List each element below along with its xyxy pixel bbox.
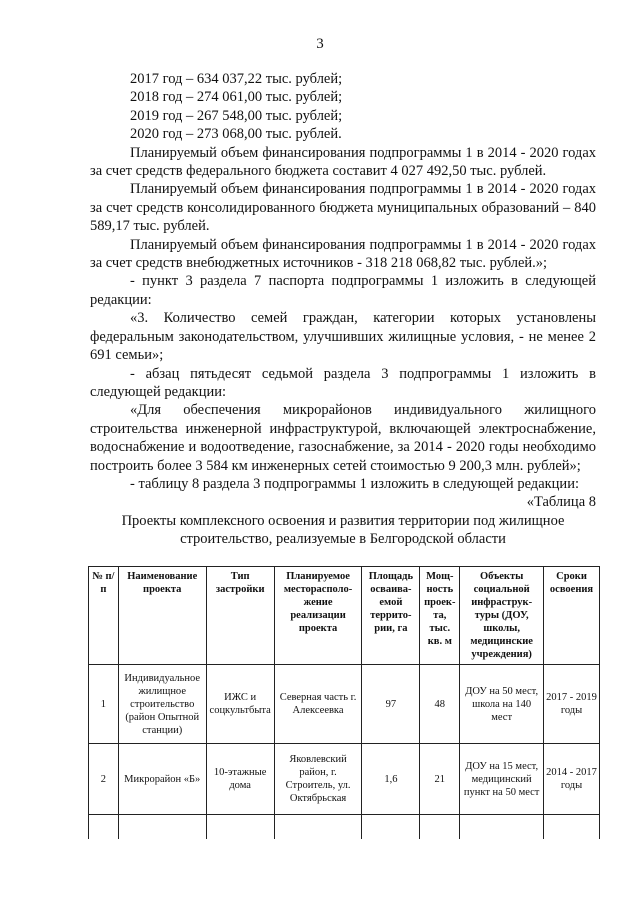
cell-social-infrastructure: ДОУ на 15 мест, медицинский пункт на 50 мест (460, 744, 544, 815)
table-title-line1: Проекты комплексного освоения и развития территории под жилищное (121, 513, 565, 529)
year-2019-line: 2019 год – 267 548,00 тыс. рублей; (130, 107, 343, 124)
cell-location: Северная часть г. Алексеевка (274, 665, 362, 744)
cell-project-name: Микрорайон «Б» (118, 744, 206, 815)
item3-intro: - пункт 3 раздела 7 паспорта подпрограммы 1 изложить в следующей редакции: (90, 273, 596, 308)
page-number: 3 (316, 36, 324, 52)
cell-timeline: 2014 - 2017 годы (544, 744, 600, 815)
header-building-type: Тип застройки (206, 567, 274, 665)
paragraph57-text: «Для обеспечения микрорайонов индивидуального жилищного строительства инженерной инфраструктурой, включающей электроснабжение, водоснабжение и водоотведение, газоснабжение, за 2014 - 2020 годы необходимо построить более 3 584 км инженерных сетей стоимостью 9 200,3 млн. рублей»; (90, 402, 596, 474)
item3-text: «3. Количество семей граждан, категории которых установлены федеральным законодательством, улучшивших жилищные условия, - не менее 2 691 семьи»; (90, 310, 596, 364)
year-2020-line: 2020 год – 273 068,00 тыс. рублей. (130, 126, 342, 143)
table8-label: «Таблица 8 (526, 494, 596, 511)
cell-area: 97 (362, 665, 420, 744)
cell-number: 1 (89, 665, 119, 744)
document-body (90, 70, 596, 512)
header-timeline: Сроки освоения (544, 567, 600, 665)
table8-intro: - таблицу 8 раздела 3 подпрограммы 1 изложить в следующей редакции: (130, 475, 579, 492)
cell-building-type: 10-этажные дома (206, 744, 274, 815)
header-social-infrastructure: Объекты социальной инфраструк-туры (ДОУ, школы, медицинские учреждения) (460, 567, 544, 665)
cell-capacity: 48 (420, 665, 460, 744)
header-location: Планируемое месторасполо-жение реализации проекта (274, 567, 362, 665)
cell-location: Яковлевский район, г. Строитель, ул. Октябрьская (274, 744, 362, 815)
table-header-row (89, 567, 600, 665)
paragraph57-intro: - абзац пятьдесят седьмой раздела 3 подпрограммы 1 изложить в следующей редакции: (90, 365, 596, 400)
year-2017-line: 2017 год – 634 037,22 тыс. рублей; (130, 71, 343, 87)
cell-timeline: 2017 - 2019 годы (544, 665, 600, 744)
year-2018-line: 2018 год – 274 061,00 тыс. рублей; (130, 89, 343, 106)
cell-area: 1,6 (362, 744, 420, 815)
table-title (90, 512, 596, 549)
cell-project-name: Индивидуальное жилищное строительство (район Опытной станции) (118, 665, 206, 744)
cell-capacity: 21 (420, 744, 460, 815)
table-row (89, 744, 600, 815)
header-project-name: Наименование проекта (118, 567, 206, 665)
cell-building-type: ИЖС и соцкультбыта (206, 665, 274, 744)
cell-number: 2 (89, 744, 119, 815)
table-row-continuation (89, 815, 600, 840)
header-area: Площадь осваива-емой террито-рии, га (362, 567, 420, 665)
federal-funding-paragraph: Планируемый объем финансирования подпрограммы 1 в 2014 - 2020 годах за счет средств федерального бюджета составит 4 027 492,50 тыс. рублей. (90, 144, 596, 180)
cell-social-infrastructure: ДОУ на 50 мест, школа на 140 мест (460, 665, 544, 744)
header-number: № п/п (89, 567, 119, 665)
extrabudget-funding-paragraph: Планируемый объем финансирования подпрограммы 1 в 2014 - 2020 годах за счет средств внебюджетных источников - 318 218 068,82 тыс. рублей.»; (90, 236, 596, 272)
table-row (89, 665, 600, 744)
table-title-line2: строительство, реализуемые в Белгородской области (180, 531, 506, 548)
projects-table (88, 566, 600, 839)
header-capacity: Мощ-ность проек-та, тыс. кв. м (420, 567, 460, 665)
municipal-funding-paragraph: Планируемый объем финансирования подпрограммы 1 в 2014 - 2020 годах за счет средств консолидированного бюджета муниципальных образований – 840 589,17 тыс. рублей. (90, 181, 596, 235)
